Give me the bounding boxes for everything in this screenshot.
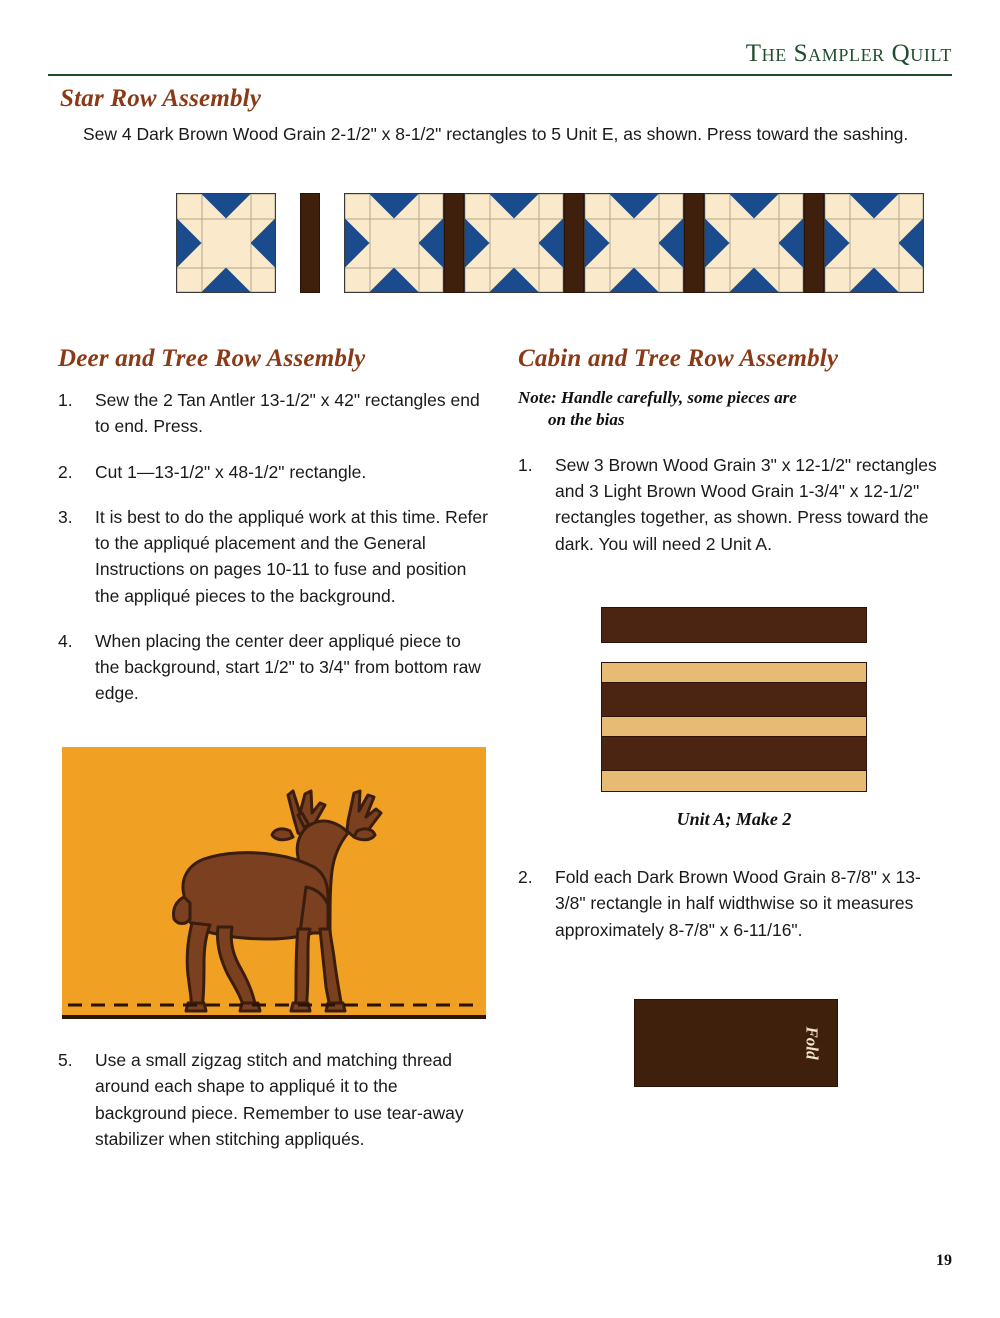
star-block-sample [176,193,276,293]
block-cell [177,243,202,268]
section-heading-star-row: Star Row Assembly [60,85,262,112]
step-text: Cut 1—13-1/2" x 48-1/2" rectangle. [95,461,367,482]
header-divider [48,74,952,76]
sashing-strip-row-3 [684,193,704,293]
block-cell [202,194,227,219]
list-item [58,1047,488,1152]
unit-a-band-light-2 [602,717,866,737]
cabin-steps-list-continued [518,864,950,943]
bias-note-line-1: Note: Handle carefully, some pieces are [518,388,797,407]
unit-a-strip-stack [601,662,867,792]
step-number: 3. [58,506,73,527]
step-text: Fold each Dark Brown Wood Grain 8-7/8" x 13-3/8" rectangle in half widthwise so it measures approximately 8-7/8" x 6-11/16". [555,867,921,940]
star-block-row-3 [584,193,684,293]
list-item [58,387,488,440]
step-text: It is best to do the appliqué work at this time. Refer to the appliqué placement and the General Instructions on pages 10-11 to fuse and position the appliqué pieces to the background. [95,506,488,606]
cabin-steps-continued [518,864,950,962]
deer-silhouette-svg [62,747,486,1019]
block-center-square [202,219,251,268]
sashing-strip-row-2 [564,193,584,293]
step-number: 1. [518,454,533,475]
sashing-strip-row-1 [444,193,464,293]
step-number: 2. [58,461,73,482]
section-heading-deer-and-tree: Deer and Tree Row Assembly [58,345,366,372]
step-number: 5. [58,1050,73,1070]
unit-a-band-light-1 [602,663,866,683]
section-heading-cabin-and-tree: Cabin and Tree Row Assembly [518,345,839,372]
unit-a-band-dark-1 [602,683,866,717]
star-row-paragraph: Sew 4 Dark Brown Wood Grain 2-1/2" x 8-1/2" rectangles to 5 Unit E, as shown. Press toward the sashing. [83,124,909,144]
unit-a-diagram [601,607,867,830]
unit-a-caption: Unit A; Make 2 [676,809,792,829]
unit-a-band-dark-2 [602,737,866,771]
block-cell [177,219,202,244]
block-cell [251,219,276,244]
block-cell [251,268,276,293]
block-cell [226,194,251,219]
star-block-row-1 [344,193,444,293]
deer-steps-continued [58,1047,488,1171]
list-item [58,504,488,609]
step-number: 1. [58,390,73,410]
sashing-strip-sample [300,193,320,293]
bias-note-line-2: on the bias [548,410,625,430]
list-item [518,864,950,943]
block-cell [177,194,202,219]
unit-a-band-light-3 [602,771,866,791]
block-cell [251,243,276,268]
page-header [48,38,952,76]
step-text: Sew the 2 Tan Antler 13-1/2" x 42" rectangles end to end. Press. [95,390,480,437]
sashing-strip-row-4 [804,193,824,293]
deer-steps-list [58,387,488,707]
step-number: 4. [58,630,73,651]
deer-steps-list-continued [58,1047,488,1152]
star-block-row-4 [704,193,804,293]
fold-label: Fold [802,1026,822,1060]
block-cell [177,268,202,293]
fold-rectangle-diagram [634,999,838,1087]
block-cell [226,268,251,293]
column-deer-and-tree [58,345,488,726]
step-text: Sew 3 Brown Wood Grain 3" x 12-1/2" rectangles and 3 Light Brown Wood Grain 1-3/4" x 12-1/2" rectangles together, as shown. Press toward the dark. You will need 2 Unit A. [555,454,937,554]
list-item [518,452,950,557]
bias-note [518,387,950,432]
deer-applique-illustration [62,747,486,1019]
list-item [58,459,488,485]
unit-a-top-strip [601,607,867,643]
step-number: 2. [518,867,533,887]
column-cabin-and-tree [518,345,950,576]
page-number: 19 [936,1252,952,1269]
cabin-steps-list [518,452,950,557]
book-title: The Sampler Quilt [745,40,952,67]
step-text: Use a small zigzag stitch and matching thread around each shape to appliqué it to the background piece. Remember to use tear-away stabilizer when stitching appliqués. [95,1050,464,1149]
block-cell [202,268,227,293]
list-item [58,628,488,707]
step-text: When placing the center deer appliqué piece to the background, start 1/2" to 3/4" from bottom raw edge. [95,630,481,704]
star-row-diagram [176,193,924,293]
star-block-row-2 [464,193,564,293]
block-cell [251,194,276,219]
star-block-row-5 [824,193,924,293]
